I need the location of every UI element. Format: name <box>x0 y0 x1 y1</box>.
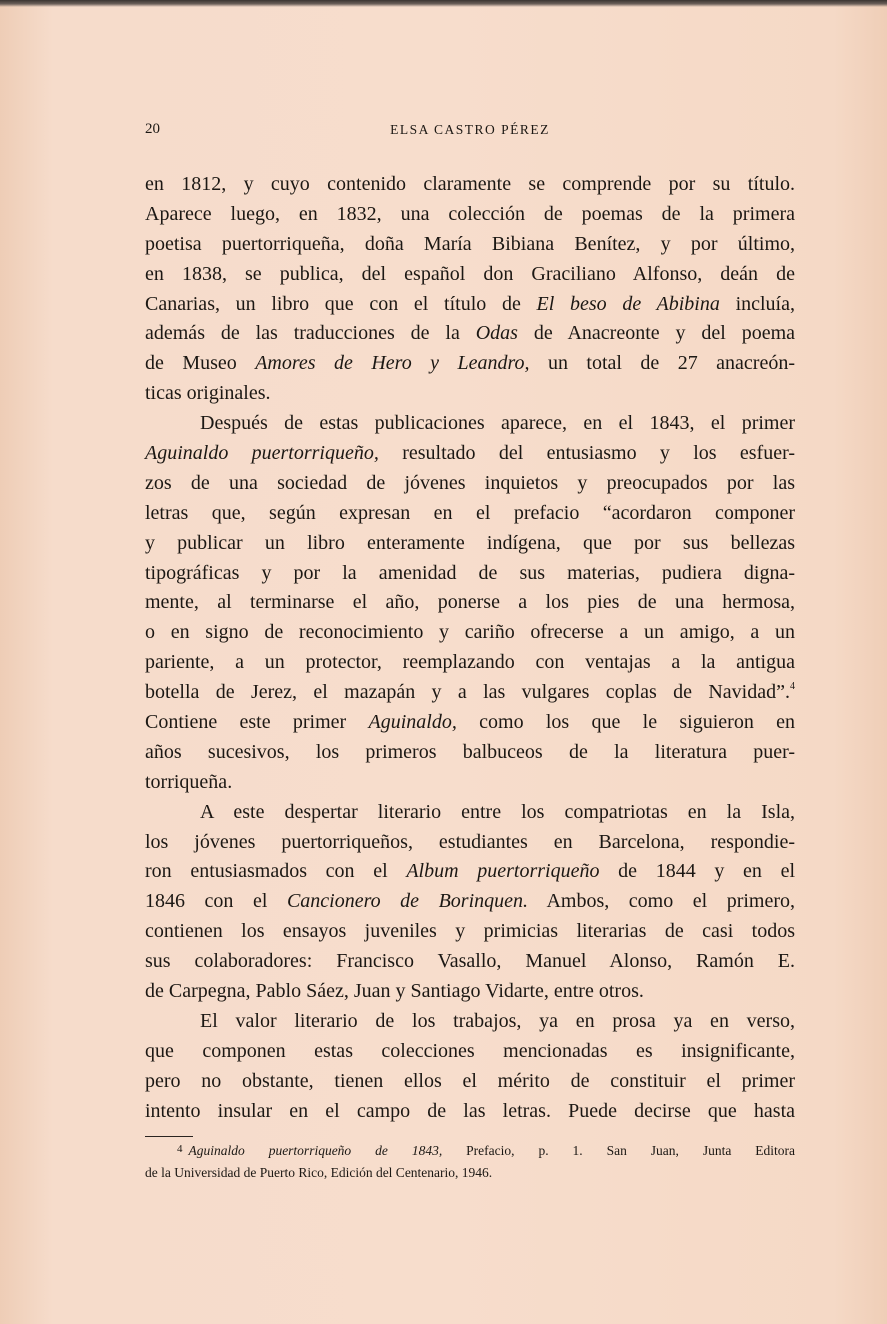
text-line: El valor literario de los trabajos, ya en prosa ya en verso, <box>200 1009 795 1032</box>
text-line: 1846 con el Cancionero de Borinquen. Ambos, como el primero, <box>145 890 796 913</box>
text-line: poetisa puertorriqueña, doña María Bibiana Benítez, y por último, <box>145 232 795 255</box>
text-line: años sucesivos, los primeros balbuceos de la literatura puer- <box>145 740 795 763</box>
text-line: torriqueña. <box>145 770 233 793</box>
text-line: ticas originales. <box>145 382 271 405</box>
text-line: contienen los ensayos juveniles y primicias literarias de casi todos <box>145 920 795 943</box>
footnote-title: Aguinaldo puertorriqueño de 1843, <box>188 1143 443 1158</box>
text-line: además de las traducciones de la Odas de Anacreonte y del poema <box>145 322 795 345</box>
text-line: Después de estas publicaciones aparece, en el 1843, el primer <box>200 412 795 435</box>
footnote-mark: 4 <box>177 1143 183 1155</box>
text-line: sus colaboradores: Francisco Vasallo, Manuel Alonso, Ramón E. <box>145 950 795 973</box>
text-line: ron entusiasmados con el Album puertorriqueño de 1844 y en el <box>145 860 796 883</box>
text-line: en 1838, se publica, del español don Graciliano Alfonso, deán de <box>145 262 795 285</box>
book-title: Amores de Hero y Leandro, <box>255 352 530 375</box>
text-line: Aparece luego, en 1832, una colección de poemas de la primera <box>145 202 795 225</box>
footnote-reference: 4 <box>790 681 795 693</box>
text-line: botella de Jerez, el mazapán y a las vulgares coplas de Navidad”.$^4$ <box>145 681 795 704</box>
book-title: Album puertorriqueño <box>406 860 600 883</box>
book-title: Cancionero de Borinquen. <box>286 890 529 913</box>
text-line: mente, al terminarse el año, ponerse a los pies de una hermosa, <box>145 591 795 614</box>
page-number: 20 <box>145 121 160 137</box>
text-line: en 1812, y cuyo contenido claramente se comprende por su título. <box>145 173 795 195</box>
text-line: Contiene este primer Aguinaldo, como los que le siguieron en <box>145 711 795 734</box>
text-line: pero no obstante, tienen ellos el mérito de constituir el primer <box>145 1069 795 1092</box>
text-line: o en signo de reconocimiento y cariño ofrecerse a un amigo, a un <box>145 621 795 644</box>
text-line: zos de una sociedad de jóvenes inquietos y preocupados por las <box>145 471 795 494</box>
text-line: Canarias, un libro que con el título de El beso de Abibina incluía, <box>145 292 795 315</box>
text-line: y publicar un libro enteramente indígena, que por sus bellezas <box>145 531 795 554</box>
footnote-line: $^4$ Aguinaldo puertorriqueño de 1843, Prefacio, p. 1. San Juan, Junta Editora <box>177 1143 796 1158</box>
book-title: Aguinaldo puertorriqueño, <box>145 442 379 465</box>
text-line: letras que, según expresan en el prefacio “acordaron componer <box>145 501 795 524</box>
body-text <box>145 170 795 1127</box>
page-top-edge <box>0 0 887 7</box>
footnote-divider <box>145 1136 193 1137</box>
book-title: Aguinaldo, <box>368 711 457 734</box>
page-header <box>145 121 795 141</box>
book-title: Odas <box>475 322 518 345</box>
footnote-line: de la Universidad de Puerto Rico, Edición del Centenario, 1946. <box>145 1165 493 1180</box>
text-line: pariente, a un protector, reemplazando con ventajas a la antigua <box>145 651 795 674</box>
footnote <box>145 1138 795 1184</box>
book-title: El beso de Abibina <box>536 292 720 315</box>
text-line: Aguinaldo puertorriqueño, resultado del entusiasmo y los esfuer- <box>145 442 796 465</box>
text-line: los jóvenes puertorriqueños, estudiantes en Barcelona, respondie- <box>145 830 795 853</box>
text-line: de Carpegna, Pablo Sáez, Juan y Santiago Vidarte, entre otros. <box>145 980 644 1003</box>
text-line: que componen estas colecciones mencionadas es insignificante, <box>145 1039 795 1062</box>
text-line: A este despertar literario entre los compatriotas en la Isla, <box>200 800 795 823</box>
text-line: intento insular en el campo de las letras. Puede decirse que hasta <box>145 1099 795 1122</box>
text-line: de Museo Amores de Hero y Leandro, un total de 27 anacreón- <box>145 352 795 375</box>
text-line: tipográficas y por la amenidad de sus materias, pudiera digna- <box>145 561 795 584</box>
running-head: ELSA CASTRO PÉREZ <box>390 122 550 137</box>
